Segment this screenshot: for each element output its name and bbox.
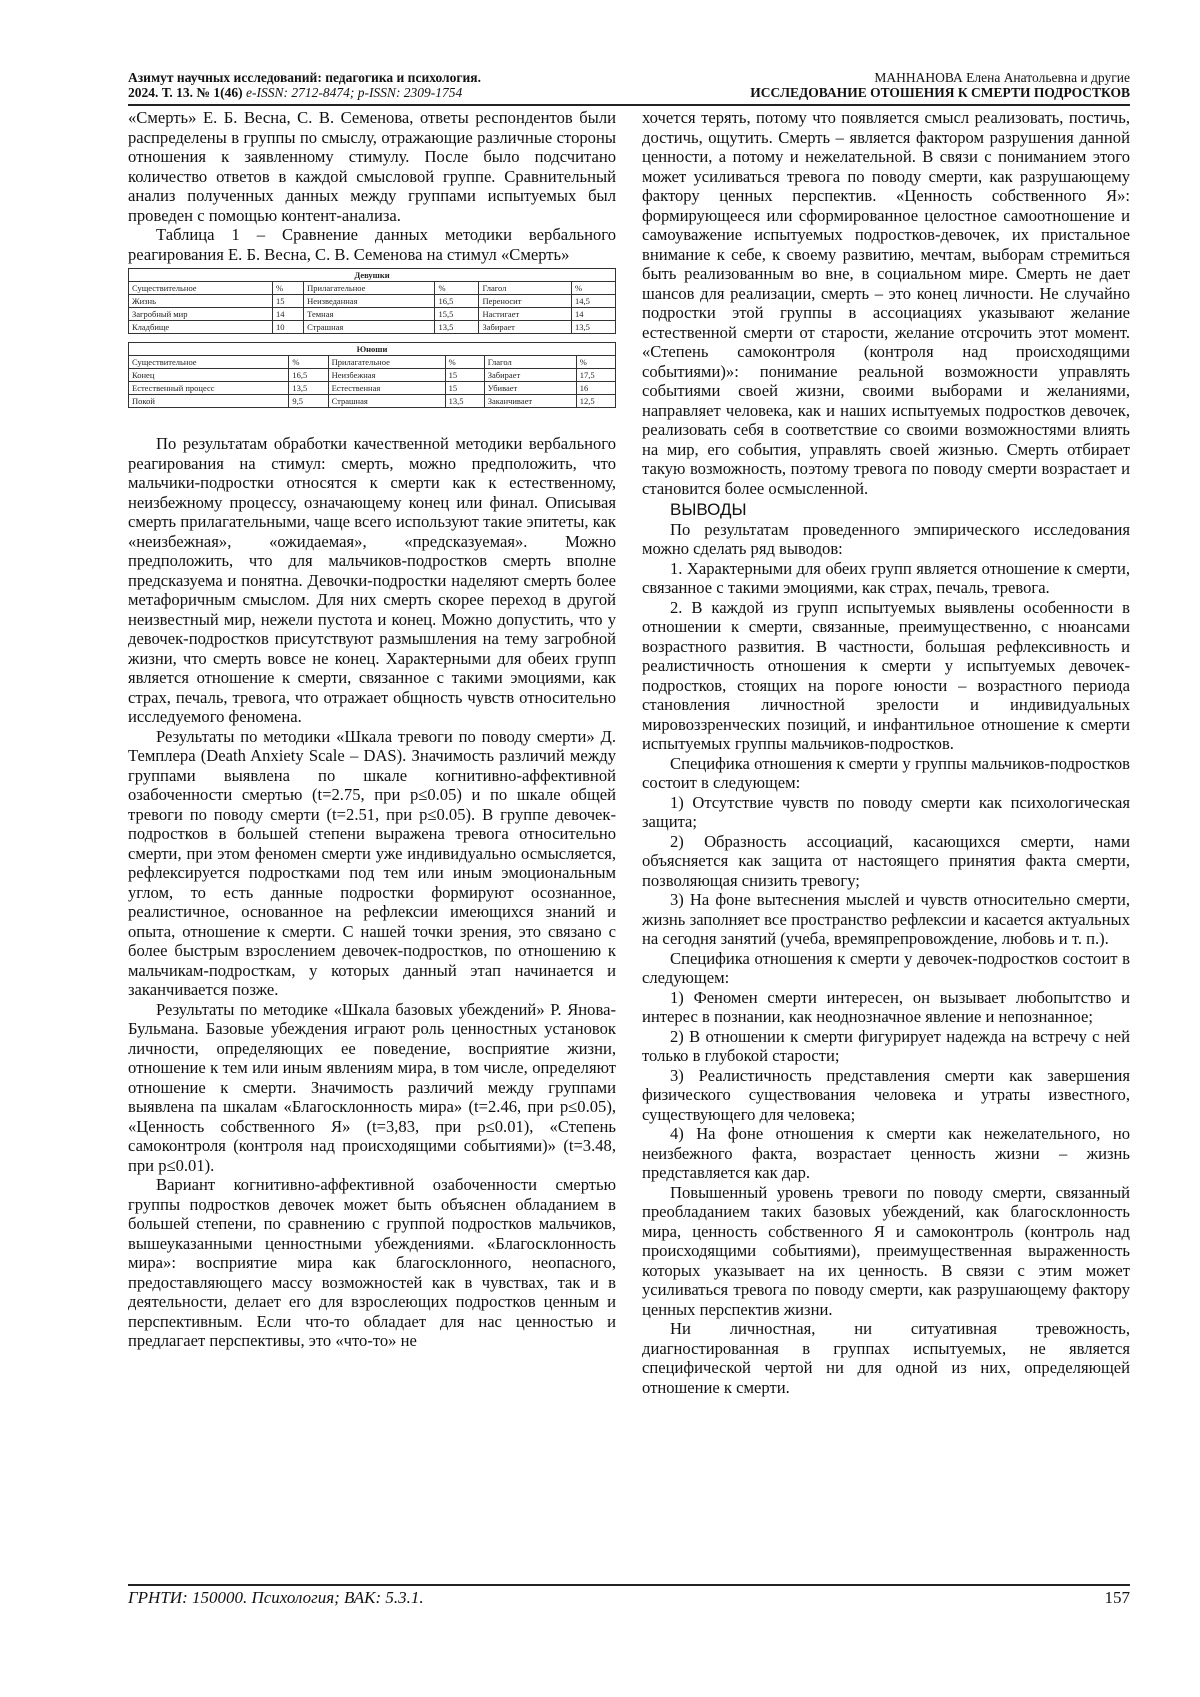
table-cell: Жизнь: [129, 295, 273, 308]
table-cell: 9,5: [289, 395, 328, 408]
table-row: [129, 308, 616, 321]
paragraph: Специфика отношения к смерти у девочек-подростков состоит в следующем:: [642, 948, 1130, 987]
table-group-title: Девушки: [129, 269, 616, 282]
table-cell: Кладбище: [129, 321, 273, 334]
table-cell: Неизбежная: [328, 369, 445, 382]
table-cell: 13,5: [435, 321, 479, 334]
paragraph: «Смерть» Е. Б. Весна, С. В. Семенова, ответы респондентов были распределены в группы по смыслу, отражающие различные стороны отношения к заявленному стимулу. После было подсчитано количество ответов в каждой смысловой группе. Сравнительный анализ полученных данных между группами испытуемых был проведен с помощью контент-анализа.: [128, 108, 616, 225]
table-girls: [128, 268, 616, 334]
list-item: 2) В отношении к смерти фигурирует надежда на встречу с ней только в глубокой старости;: [642, 1026, 1130, 1065]
table-cell: 10: [272, 321, 303, 334]
journal-info: [128, 70, 481, 100]
list-item: 3) На фоне вытеснения мыслей и чувств относительно смерти, жизнь заполняет все пространство рефлексии и касается актуальных на сегодня занятий (учеба, времяпрепровождение, любовь и т. п.).: [642, 890, 1130, 948]
journal-name: Азимут научных исследований: педагогика и психология.: [128, 70, 481, 85]
table-cell: Убивает: [484, 382, 576, 395]
table-cell: Неизведанная: [304, 295, 435, 308]
table-header-cell: %: [289, 356, 328, 369]
table-header-row: [129, 356, 616, 369]
table-header-cell: %: [576, 356, 615, 369]
table-header-cell: Глагол: [484, 356, 576, 369]
table-cell: 16,5: [289, 369, 328, 382]
spacer: [128, 408, 616, 434]
table-cell: Естественная: [328, 382, 445, 395]
list-item: 1) Феномен смерти интересен, он вызывает любопытство и интерес в познании, как неоднозначное явление и непознанное;: [642, 987, 1130, 1026]
table-header-cell: %: [435, 282, 479, 295]
list-item: 1) Отсутствие чувств по поводу смерти как психологическая защита;: [642, 792, 1130, 831]
article-info: [750, 70, 1130, 100]
table-header-cell: %: [272, 282, 303, 295]
article-authors: МАННАНОВА Елена Анатольевна и другие: [874, 70, 1130, 85]
table-cell: 17,5: [576, 369, 615, 382]
table-cell: 12,5: [576, 395, 615, 408]
table-cell: Страшная: [304, 321, 435, 334]
table-header-cell: Существительное: [129, 282, 273, 295]
table-cell: 16: [576, 382, 615, 395]
table-cell: Покой: [129, 395, 289, 408]
table-cell: Конец: [129, 369, 289, 382]
table-cell: Естественный процесс: [129, 382, 289, 395]
table-row: [129, 369, 616, 382]
table-cell: Забирает: [479, 321, 572, 334]
table-cell: 14: [272, 308, 303, 321]
list-item: 1. Характерными для обеих групп является отношение к смерти, связанное с такими эмоциями, как страх, печаль, тревога.: [642, 558, 1130, 597]
running-header: [128, 70, 1130, 106]
table-cell: Загробный мир: [129, 308, 273, 321]
list-item: 2. В каждой из групп испытуемых выявлены особенности в отношении к смерти, связанные, преимущественно, с нюансами возрастного развития. В частности, большая рефлексивность и реалистичность отношения к смерти у испытуемых девочек-подростков, стоящих на пороге юности – возрастного периода становления личностной зрелости и индивидуальных мировоззренческих позиций, и инфантильное отношение к смерти испытуемых группы мальчиков-подростков.: [642, 597, 1130, 753]
table-cell: 14: [571, 308, 615, 321]
table-row: [129, 321, 616, 334]
table-cell: Настигает: [479, 308, 572, 321]
table-caption: Таблица 1 – Сравнение данных методики вербального реагирования Е. Б. Весна, С. В. Семенова на стимул «Смерть»: [128, 225, 616, 264]
journal-page: [128, 70, 1130, 1610]
paragraph: По результатам обработки качественной методики вербального реагирования на стимул: смерть, можно предположить, что мальчики-подростки относятся к смерти как к естественному, неизбежному процессу, означающему конец или финал. Описывая смерть прилагательными, чаще всего используют такие эпитеты, как «неизбежная», «ожидаемая», «предсказуемая». Можно предположить, что для мальчиков-подростков смерть вполне предсказуема и понятна. Девочки-подростки наделяют смерть более метафоричным смыслом. Для них смерть скорее переход в другой неизвестный мир, нежели пустота и конец. Можно допустить, что у девочек-подростков присутствуют размышления на тему загробной жизни, что смерть вовсе не конец. Характерными для обеих групп является отношение к смерти, связанное с такими эмоциями, как страх, печаль, тревога, что отражает общность чувств относительно исследуемого феномена.: [128, 434, 616, 726]
table-cell: 14,5: [571, 295, 615, 308]
paragraph: Повышенный уровень тревоги по поводу смерти, связанный преобладанием таких базовых убеждений, как благосклонность мира, ценность собственного Я и самоконтроль (контроль над происходящими событиями), преимущественная выраженность которых указывает на их ценность. В связи с этим может усиливаться тревога по поводу смерти, как разрушающему фактору ценных перспектив жизни.: [642, 1182, 1130, 1319]
table-boys: [128, 342, 616, 408]
table-cell: 13,5: [289, 382, 328, 395]
table-cell: 15: [445, 382, 484, 395]
table-cell: Страшная: [328, 395, 445, 408]
table-header-cell: Прилагательное: [328, 356, 445, 369]
table-cell: 16,5: [435, 295, 479, 308]
table-group-title: Юноши: [129, 343, 616, 356]
paragraph: Специфика отношения к смерти у группы мальчиков-подростков состоит в следующем:: [642, 753, 1130, 792]
list-item: 4) На фоне отношения к смерти как нежелательного, но неизбежного факта, возрастает ценность жизни – жизнь представляется как дар.: [642, 1124, 1130, 1182]
table-cell: 15: [445, 369, 484, 382]
list-item: 3) Реалистичность представления смерти как завершения физического существования человека и утраты известного, существующего для человека;: [642, 1065, 1130, 1124]
table-row: [129, 295, 616, 308]
table-cell: 15: [272, 295, 303, 308]
section-heading: ВЫВОДЫ: [670, 500, 747, 519]
table-cell: Переносит: [479, 295, 572, 308]
left-column: [128, 108, 616, 1351]
article-title: ИССЛЕДОВАНИЕ ОТОШЕНИЯ К СМЕРТИ ПОДРОСТКОВ: [750, 85, 1130, 100]
table-header-cell: Существительное: [129, 356, 289, 369]
table-cell: 13,5: [571, 321, 615, 334]
paragraph: Результаты по методике «Шкала базовых убеждений» Р. Янова-Бульмана. Базовые убеждения играют роль ценностных установок личности, определяющих ее поведение, восприятие жизни, отношение к тем или иным явлениям мира, в том числе, определяют отношение к смерти. Значимость различий между группами выявлена па шкалам «Благосклонность мира» (t=2.46, при p≤0.05), «Ценность собственного Я» (t=3,83, при p≤0.01), «Степень самоконтроля (контроля над происходящими событиями)» (t=3.48, при p≤0.01).: [128, 999, 616, 1175]
table-header-cell: %: [445, 356, 484, 369]
table-cell: Темная: [304, 308, 435, 321]
footer-classification: ГРНТИ: 150000. Психология; ВАК: 5.3.1.: [128, 1588, 424, 1607]
table-cell: 13,5: [445, 395, 484, 408]
page-number: 157: [1104, 1588, 1130, 1607]
paragraph: Результаты по методики «Шкала тревоги по поводу смерти» Д. Темплера (Death Anxiety Scale – DAS). Значимость различий между группами выявлена по шкале когнитивно-аффективной озабоченности смертью (t=2.75, при p≤0.05) и по шкале общей тревоги по поводу смерти (t=2.51, при p≤0.05). В группе девочек-подростков в большей степени выражена тревога относительно смерти, при этом феномен смерти уже индивидуально осмысляется, рефлексируется подростками под тем или иным эмоциональным углом, то есть данные подростки формируют осознанное, реалистичное, основанное на рефлексии имеющихся знаний и опыта, отношение к смерти. С нашей точки зрения, это связано с более быстрым взрослением девочек-подростков, по отношению к мальчикам-подросткам, у которых данный этап начинается и заканчивается позже.: [128, 726, 616, 999]
table-cell: 15,5: [435, 308, 479, 321]
table-header-cell: Прилагательное: [304, 282, 435, 295]
paragraph: Ни личностная, ни ситуативная тревожность, диагностированная в группах испытуемых, не является специфической чертой ни для одной из них, определяющей отношение к смерти.: [642, 1319, 1130, 1397]
table-cell: Забирает: [484, 369, 576, 382]
table-header-cell: %: [571, 282, 615, 295]
paragraph: хочется терять, потому что появляется смысл реализовать, постичь, достичь, ощутить. Смерть – является фактором разрушения данной ценности, а потому и нежелательной. В связи с пониманием этого может усиливаться тревога по поводу смерти, как разрушающему фактору ценных перспектив. «Ценность собственного Я»: формирующееся или сформированное целостное самоотношение и самоуважение испытуемых подростков-девочек, их пристальное внимание к себе, к своему развитию, мечтам, выборам стремиться быть реализованным во вне, в социальном мире. Смерть не дает шансов для реализации, смерть – это конец личности. Не случайно подростки этой группы в ассоциациях указывают желание естественной смерти от старости, желание отсрочить этот момент. «Степень самоконтроля (контроля над происходящими событиями)»: понимание реальной возможности управлять событиями своей жизни, своими выборами и желаниями, направляет человека, как и наших испытуемых подростков девочек, реализовать себя в соответствие со своими возможностями влиять на мир, его события, управлять своей жизнью. Смерть отбирает такую возможность, поэтому тревога по поводу смерти возрастает и становится более осмысленной.: [642, 108, 1130, 498]
table-row: [129, 395, 616, 408]
paragraph: По результатам проведенного эмпирического исследования можно сделать ряд выводов:: [642, 519, 1130, 558]
table-header-row: [129, 282, 616, 295]
right-column: [642, 108, 1130, 1397]
table-header-cell: Глагол: [479, 282, 572, 295]
paragraph: Вариант когнитивно-аффективной озабоченности смертью группы подростков девочек может быть объяснен обладанием в большей степени, по сравнению с группой подростков мальчиков, вышеуказанными ценностными убеждениями. «Благосклонность мира»: восприятие мира как благосклонного, неопасного, предоставляющего массу возможностей как в чувствах, так и в деятельности, делает его для взрослеющих подростков ценным и перспективным. Если что-то обладает для нас ценностью и предлагает перспективы, это «что-то» не: [128, 1175, 616, 1350]
journal-issn: e-ISSN: 2712-8474; p-ISSN: 2309-1754: [245, 85, 463, 100]
table-row: [129, 382, 616, 395]
journal-volume: 2024. Т. 13. № 1(46): [128, 85, 243, 100]
page-footer: [128, 1584, 1130, 1608]
table-cell: Заканчивает: [484, 395, 576, 408]
list-item: 2) Образность ассоциаций, касающихся смерти, нами объясняется как защита от настоящего принятия факта смерти, позволяющая снизить тревогу;: [642, 831, 1130, 890]
